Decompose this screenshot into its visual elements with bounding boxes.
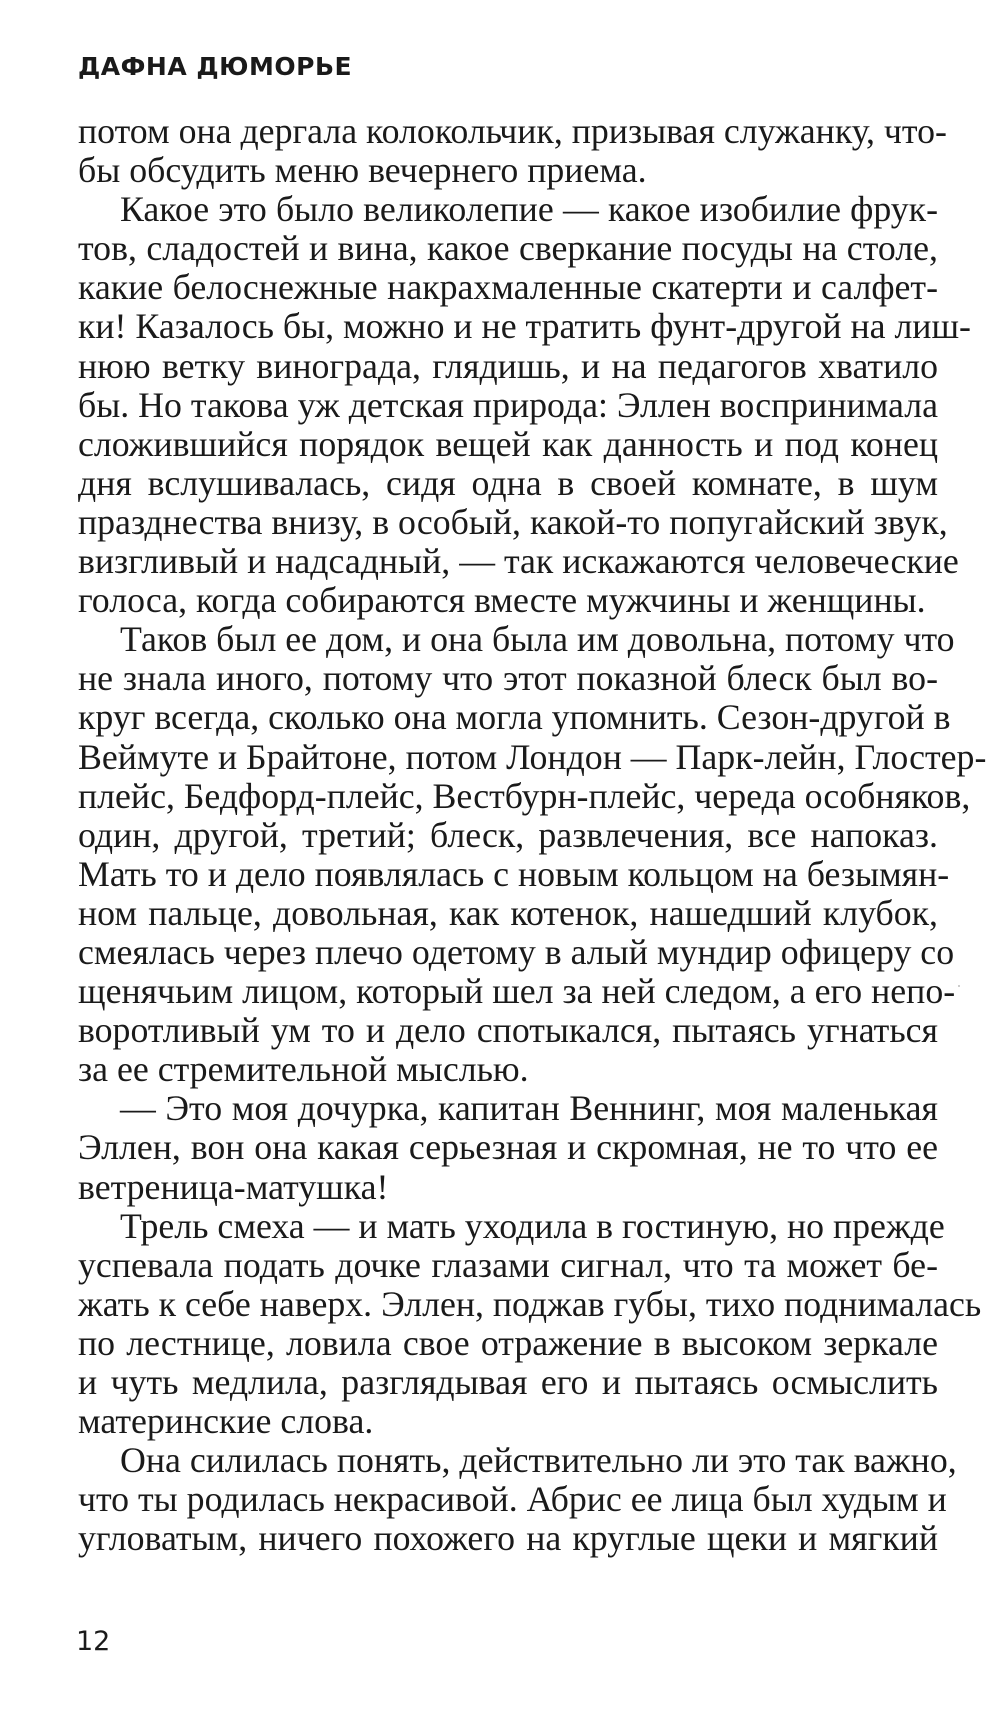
text-line: бы. Но такова уж детская природа: Эллен воспринимала	[78, 384, 938, 425]
text-line: ном пальце, довольная, как котенок, нашедший клубок,	[78, 892, 938, 933]
text-line: Мать то и дело появлялась с новым кольцом на безымян-	[78, 853, 950, 894]
text-line: Таков был ее дом, и она была им довольна, потому что	[120, 619, 955, 660]
text-line: успевала подать дочке глазами сигнал, что та может бе-	[78, 1244, 938, 1285]
page-number: 12	[76, 1626, 111, 1657]
text-line: потом она дергала колокольчик, призывая служанку, что-	[78, 111, 947, 151]
text-line: что ты родилась некрасивой. Абрис ее лица был худым и	[78, 1479, 947, 1520]
text-line: смеялась через плечо одетому в алый мундир офицеру со	[78, 931, 955, 972]
text-line: Она силилась понять, действительно ли это так важно,	[120, 1440, 957, 1481]
text-line: жать к себе наверх. Эллен, поджав губы, тихо поднималась	[78, 1283, 982, 1324]
text-line: круг всегда, сколько она могла упомнить. Сезон-другой в	[78, 697, 951, 738]
text-line: материнские слова.	[78, 1401, 374, 1442]
text-line: за ее стремительной мыслью.	[78, 1049, 529, 1090]
text-line: воротливый ум то и дело спотыкался, пытаясь угнаться	[78, 1010, 938, 1051]
text-line: один, другой, третий; блеск, развлечения, все напоказ.	[78, 814, 938, 855]
scan-speck	[958, 985, 960, 987]
text-line: и чуть медлила, разглядывая его и пытаясь осмыслить	[78, 1362, 938, 1402]
text-line: по лестнице, ловила свое отражение в высоком зеркале	[78, 1322, 938, 1363]
text-line: бы обсудить меню вечернего приема.	[78, 150, 647, 191]
text-line: дня вслушивалась, сидя одна в своей комнате, в шум	[78, 462, 938, 503]
text-line: плейс, Бедфорд-плейс, Вестбурн-плейс, череда особняков,	[78, 775, 971, 816]
text-line: — Это моя дочурка, капитан Веннинг, моя маленькая	[120, 1088, 938, 1129]
text-line: какие белоснежные накрахмаленные скатерти и салфет-	[78, 267, 938, 308]
text-line: сложившийся порядок вещей как данность и под конец	[78, 423, 938, 464]
text-line: Веймуте и Брайтоне, потом Лондон — Парк-лейн, Глостер-	[78, 736, 987, 777]
text-line: тов, сладостей и вина, какое сверкание посуды на столе,	[78, 228, 938, 269]
text-line: Трель смеха — и мать уходила в гостиную, но прежде	[120, 1205, 945, 1246]
text-line: нюю ветку винограда, глядишь, и на педагогов хватило	[78, 345, 938, 386]
text-line: визгливый и надсадный, — так искажаются человеческие	[78, 541, 959, 582]
text-line: щенячьим лицом, который шел за ней следом, а его непо-	[78, 971, 956, 1012]
text-line: Какое это было великолепие — какое изобилие фрук-	[120, 189, 938, 230]
text-line: голоса, когда собираются вместе мужчины и женщины.	[78, 580, 926, 621]
text-line: Эллен, вон она какая серьезная и скромная, не то что ее	[78, 1127, 938, 1168]
text-line: не знала иного, потому что этот показной блеск был во-	[78, 658, 938, 699]
body-text	[78, 111, 987, 1559]
running-header-author: ДАФНА ДЮМОРЬЕ	[78, 52, 353, 81]
text-line: ветреница-матушка!	[78, 1166, 389, 1207]
text-line: празднества внизу, в особый, какой-то попугайский звук,	[78, 501, 948, 542]
text-line: угловатым, ничего похожего на круглые щеки и мягкий	[78, 1518, 938, 1559]
text-line: ки! Казалось бы, можно и не тратить фунт-другой на лиш-	[78, 306, 971, 347]
